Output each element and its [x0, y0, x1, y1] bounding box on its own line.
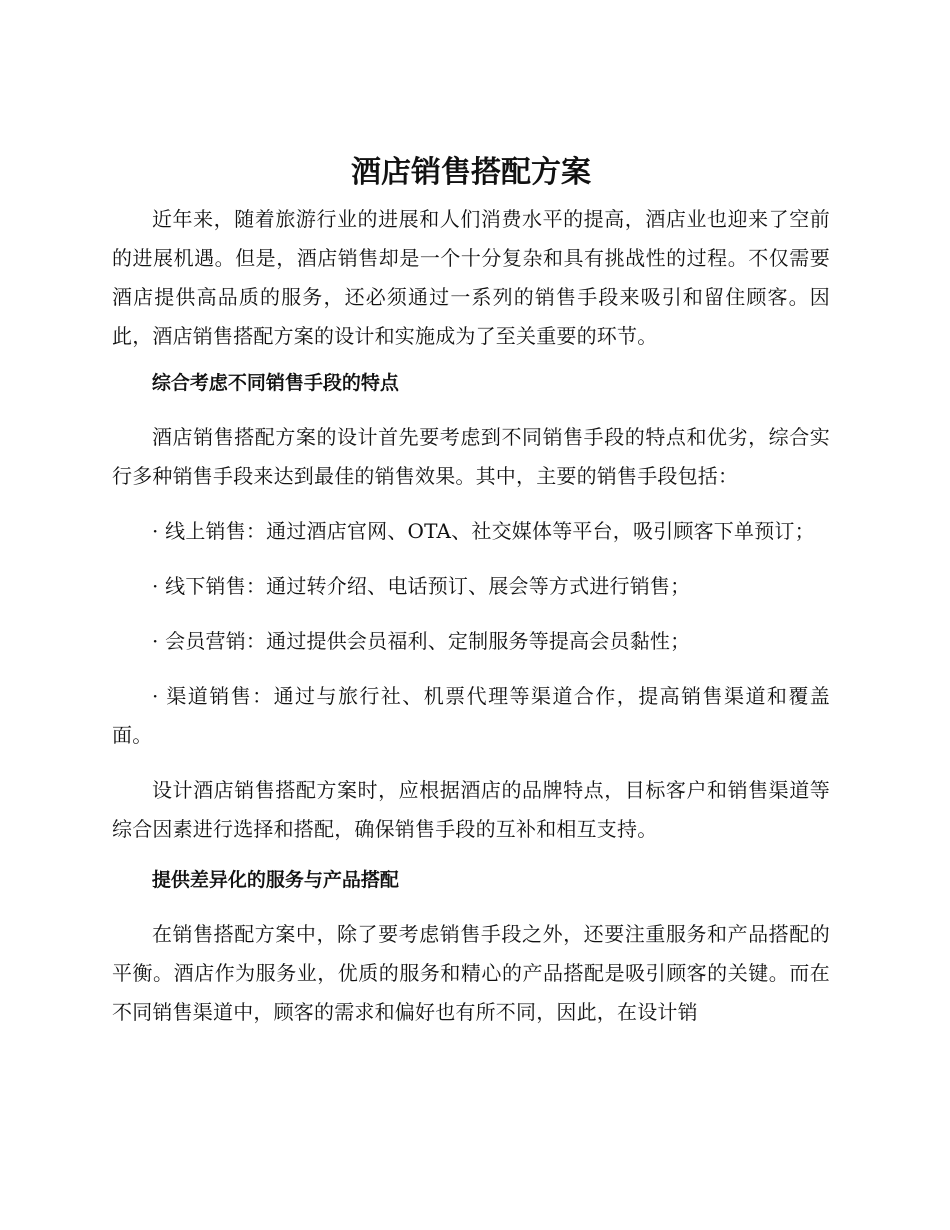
section-heading-sales-methods: 综合考虑不同销售手段的特点: [151, 372, 399, 394]
document-page: [112, 150, 830, 1048]
section1-paragraph-1: 酒店销售搭配方案的设计首先要考虑到不同销售手段的特点和优劣，综合实行多种销售手段来达到最佳的销售效果。其中，主要的销售手段包括：: [112, 425, 830, 488]
bullet-offline-sales: · 线下销售：通过转介绍、电话预订、展会等方式进行销售；: [152, 574, 691, 598]
document-title: 酒店销售搭配方案: [351, 155, 591, 190]
bullet-member-marketing: · 会员营销：通过提供会员福利、定制服务等提高会员黏性；: [152, 629, 691, 653]
intro-paragraph: 近年来，随着旅游行业的进展和人们消费水平的提高，酒店业也迎来了空前的进展机遇。但是，酒店销售却是一个十分复杂和具有挑战性的过程。不仅需要酒店提供高品质的服务，还必须通过一系列的销售手段来吸引和留住顾客。因此，酒店销售搭配方案的设计和实施成为了至关重要的环节。: [112, 207, 830, 348]
section2-paragraph-1: 在销售搭配方案中，除了要考虑销售手段之外，还要注重服务和产品搭配的平衡。酒店作为服务业，优质的服务和精心的产品搭配是吸引顾客的关键。而在不同销售渠道中，顾客的需求和偏好也有所不同，因此，在设计销: [112, 922, 830, 1024]
section-heading-differentiated-service: 提供差异化的服务与产品搭配: [151, 869, 399, 891]
section1-paragraph-2: 设计酒店销售搭配方案时，应根据酒店的品牌特点，目标客户和销售渠道等综合因素进行选择和搭配，确保销售手段的互补和相互支持。: [112, 778, 830, 841]
bullet-channel-sales: · 渠道销售：通过与旅行社、机票代理等渠道合作，提高销售渠道和覆盖面。: [112, 684, 830, 747]
bullet-online-sales: · 线上销售：通过酒店官网、OTA、社交媒体等平台，吸引顾客下单预订；: [152, 519, 815, 543]
